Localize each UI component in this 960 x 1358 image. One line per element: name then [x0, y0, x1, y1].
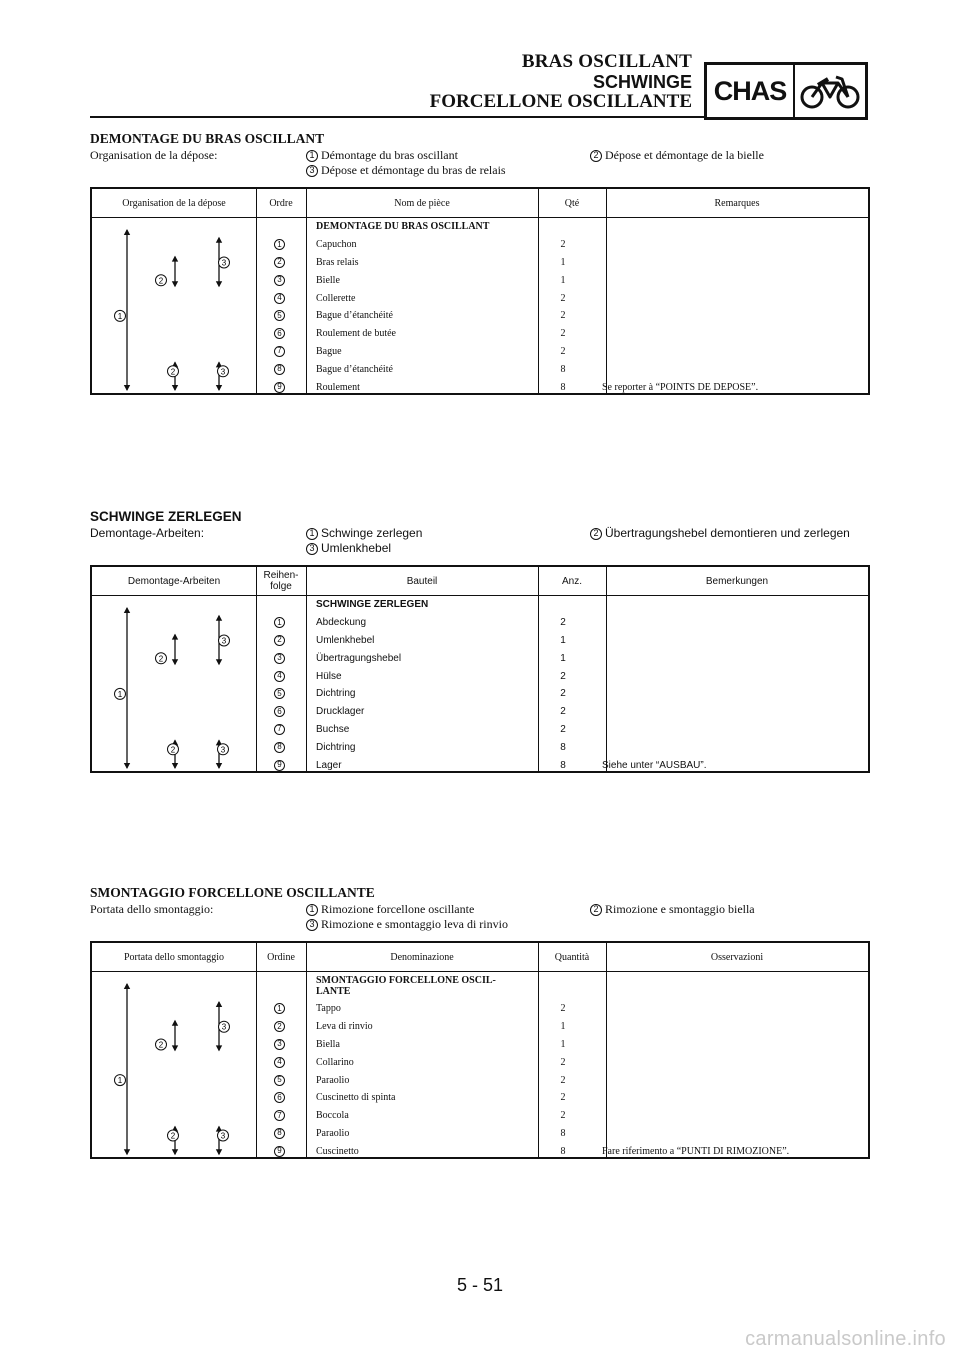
step-number-icon: 6: [274, 706, 285, 717]
watermark: carmanualsonline.info: [745, 1328, 946, 1350]
order-cell: [256, 236, 306, 254]
order-cell: [256, 1142, 306, 1160]
overview-label: Portata dello smontaggio:: [90, 902, 214, 916]
quantity-cell: 2: [560, 688, 566, 700]
section-overview: [90, 526, 870, 558]
table-header-cell: Portata dello smontaggio: [124, 951, 224, 963]
svg-text:2: 2: [170, 1131, 176, 1141]
disassembly-table: [90, 565, 870, 773]
group-title: DEMONTAGE DU BRAS OSCILLANT: [316, 221, 490, 233]
quantity-cell: 2: [560, 1003, 566, 1015]
table-header-cell: Qté: [564, 197, 580, 209]
overview-step-2: 2 Übertragungshebel demontieren und zerlegen: [590, 526, 850, 541]
disassembly-table: [90, 941, 870, 1159]
section-overview: [90, 902, 870, 934]
step-number-icon: 5: [274, 1075, 285, 1086]
step-number-icon: 8: [274, 1128, 285, 1139]
flow-arrow-step-2: [172, 1020, 178, 1052]
quantity-cell: 1: [560, 634, 566, 646]
step-number-icon: 4: [274, 671, 285, 682]
part-name-cell: Collarino: [316, 1056, 354, 1068]
step-number-icon: [156, 653, 167, 664]
order-cell: [256, 703, 306, 721]
order-cell: [256, 1125, 306, 1143]
order-cell: [256, 325, 306, 343]
header-titles: [430, 52, 692, 112]
section-title: DEMONTAGE DU BRAS OSCILLANT: [90, 131, 325, 146]
disassembly-table: [90, 187, 870, 395]
order-cell: [256, 649, 306, 667]
order-cell: [256, 307, 306, 325]
overview-step-2: 2 Rimozione e smontaggio biella: [590, 902, 755, 917]
step-number-icon: 5: [274, 688, 285, 699]
order-cell: [256, 289, 306, 307]
part-name-cell: Roulement de butée: [316, 328, 396, 340]
step-number-icon: [168, 1130, 179, 1141]
step-number-icon: 2: [274, 635, 285, 646]
step-number-icon: 3: [306, 919, 318, 931]
svg-text:1: 1: [117, 689, 123, 699]
step-number-icon: [217, 1130, 228, 1141]
quantity-cell: 8: [560, 759, 566, 771]
step-number-icon: [156, 275, 167, 286]
quantity-cell: 2: [560, 617, 566, 629]
svg-text:3: 3: [221, 1022, 227, 1032]
quantity-cell: 2: [560, 239, 566, 251]
order-cell: [256, 254, 306, 272]
flow-arrow-step-1: [124, 607, 130, 769]
step-number-icon: 2: [590, 904, 602, 916]
disassembly-flow-diagram: [92, 189, 256, 397]
step-number-icon: [115, 310, 126, 321]
svg-text:2: 2: [158, 654, 164, 664]
quantity-cell: 2: [560, 345, 566, 357]
flow-arrow-step-1: [124, 983, 130, 1155]
overview-step-2: 2 Dépose et démontage de la bielle: [590, 148, 764, 163]
quantity-cell: 2: [560, 328, 566, 340]
svg-text:1: 1: [117, 1076, 123, 1086]
table-header-cell: Anz.: [561, 575, 582, 587]
order-cell: [256, 632, 306, 650]
svg-text:2: 2: [170, 367, 176, 377]
header-rule: [90, 116, 704, 118]
part-name-cell: Bras relais: [316, 256, 359, 268]
part-name-cell: Umlenkhebel: [316, 634, 375, 646]
step-number-icon: 2: [274, 1021, 285, 1032]
remarks-cell: Siehe unter “AUSBAU”.: [602, 759, 707, 771]
svg-text:3: 3: [221, 258, 227, 268]
quantity-cell: 1: [560, 1038, 566, 1050]
step-number-icon: 2: [590, 528, 602, 540]
section-de: [90, 509, 870, 771]
group-title: SMONTAGGIO FORCELLONE OSCIL- LANTE: [316, 975, 496, 997]
disassembly-flow-diagram: [92, 567, 256, 775]
overview-step-1: 1 Rimozione forcellone oscillante: [306, 902, 474, 917]
step-number-icon: 1: [274, 1003, 285, 1014]
part-name-cell: Lager: [316, 759, 342, 771]
quantity-cell: 8: [560, 1127, 566, 1139]
section-it: [90, 885, 870, 1157]
step-number-icon: [168, 366, 179, 377]
part-name-cell: Abdeckung: [316, 617, 367, 629]
section-overview: [90, 148, 870, 180]
header-title-it: FORCELLONE OSCILLANTE: [429, 91, 692, 112]
quantity-cell: 2: [560, 706, 566, 718]
order-cell: [256, 1036, 306, 1054]
step-number-icon: [115, 688, 126, 699]
step-number-icon: 2: [274, 257, 285, 268]
svg-text:2: 2: [170, 745, 176, 755]
step-number-icon: [115, 1075, 126, 1086]
part-name-cell: Dichtring: [316, 741, 356, 753]
step-number-icon: 4: [274, 1057, 285, 1068]
order-cell: [256, 360, 306, 378]
motorcycle-icon: [795, 65, 865, 117]
table-header-cell: Ordre: [269, 197, 293, 209]
quantity-cell: 2: [560, 670, 566, 682]
step-number-icon: 9: [274, 382, 285, 393]
part-name-cell: Capuchon: [316, 239, 357, 251]
overview-step-3: 3 Rimozione e smontaggio leva di rinvio: [306, 917, 508, 932]
svg-text:3: 3: [221, 636, 227, 646]
table-header-cell: Denominazione: [390, 951, 454, 963]
step-number-icon: 3: [306, 165, 318, 177]
step-number-icon: 3: [306, 543, 318, 555]
flow-arrow-step-2: [172, 256, 178, 288]
quantity-cell: 2: [560, 310, 566, 322]
part-name-cell: Tappo: [316, 1003, 341, 1015]
quantity-cell: 8: [560, 1145, 566, 1157]
table-header-cell: Nom de pièce: [394, 197, 450, 209]
step-number-icon: [219, 257, 230, 268]
svg-text:3: 3: [220, 745, 226, 755]
overview-step-3: 3 Dépose et démontage du bras de relais: [306, 163, 506, 178]
order-cell: [256, 343, 306, 361]
quantity-cell: 2: [560, 1074, 566, 1086]
group-title: SCHWINGE ZERLEGEN: [316, 599, 429, 611]
part-name-cell: Paraolio: [316, 1074, 350, 1086]
quantity-cell: 2: [560, 1110, 566, 1122]
order-cell: [256, 378, 306, 396]
part-name-cell: Drucklager: [316, 706, 365, 718]
order-cell: [256, 1107, 306, 1125]
table-header-cell: Osservazioni: [710, 951, 764, 963]
section-title: SMONTAGGIO FORCELLONE OSCILLANTE: [90, 885, 375, 900]
chapter-badge: [704, 62, 868, 120]
remarks-cell: Fare riferimento a “PUNTI DI RIMOZIONE”.: [602, 1145, 790, 1157]
step-number-icon: 1: [274, 617, 285, 628]
quantity-cell: 8: [560, 741, 566, 753]
order-cell: [256, 271, 306, 289]
step-number-icon: 7: [274, 1110, 285, 1121]
step-number-icon: 1: [274, 239, 285, 250]
header-title-fr: BRAS OSCILLANT: [521, 51, 692, 72]
svg-text:2: 2: [158, 1040, 164, 1050]
quantity-cell: 1: [560, 1021, 566, 1033]
table-header-cell: Bemerkungen: [705, 575, 769, 587]
step-number-icon: [156, 1039, 167, 1050]
step-number-icon: 8: [274, 364, 285, 375]
flow-arrow-step-1: [124, 229, 130, 391]
order-cell: [256, 756, 306, 774]
quantity-cell: 1: [560, 274, 566, 286]
overview-label: Organisation de la dépose:: [90, 148, 218, 162]
quantity-cell: 2: [560, 292, 566, 304]
step-number-icon: 1: [306, 528, 318, 540]
quantity-cell: 1: [560, 652, 566, 664]
step-number-icon: 5: [274, 310, 285, 321]
step-number-icon: [218, 1021, 229, 1032]
step-number-icon: [219, 635, 230, 646]
step-number-icon: 3: [274, 275, 285, 286]
step-number-icon: 8: [274, 742, 285, 753]
header-title-de: SCHWINGE: [593, 72, 692, 92]
part-name-cell: Boccola: [316, 1110, 349, 1122]
part-name-cell: Leva di rinvio: [316, 1021, 373, 1033]
part-name-cell: Bague d’étanchéité: [316, 363, 393, 375]
table-header-cell: Reihen- folge: [263, 570, 299, 592]
quantity-cell: 8: [560, 381, 566, 393]
quantity-cell: 8: [560, 363, 566, 375]
step-number-icon: 9: [274, 760, 285, 771]
section-title: SCHWINGE ZERLEGEN: [90, 509, 242, 524]
overview-step-1: 1 Démontage du bras oscillant: [306, 148, 458, 163]
order-cell: [256, 1089, 306, 1107]
order-cell: [256, 1071, 306, 1089]
page-number: 5 - 51: [456, 1275, 504, 1295]
table-header-cell: Demontage-Arbeiten: [127, 575, 221, 587]
part-name-cell: Paraolio: [316, 1127, 350, 1139]
part-name-cell: Dichtring: [316, 688, 356, 700]
overview-step-3: 3 Umlenkhebel: [306, 541, 391, 556]
order-cell: [256, 685, 306, 703]
table-header-cell: Bauteil: [406, 575, 438, 587]
quantity-cell: 2: [560, 1092, 566, 1104]
part-name-cell: Bielle: [316, 274, 340, 286]
flow-arrow-step-2: [172, 634, 178, 666]
step-number-icon: 6: [274, 1092, 285, 1103]
disassembly-flow-diagram: [92, 943, 256, 1161]
table-header-cell: Quantità: [554, 951, 590, 963]
part-name-cell: Bague: [316, 345, 342, 357]
order-cell: [256, 667, 306, 685]
table-header-cell: Ordine: [267, 951, 295, 963]
part-name-cell: Biella: [316, 1038, 340, 1050]
remarks-cell: Se reporter à “POINTS DE DEPOSE”.: [602, 381, 759, 393]
quantity-cell: 1: [560, 256, 566, 268]
part-name-cell: Übertragungshebel: [316, 652, 402, 664]
svg-text:3: 3: [220, 1131, 226, 1141]
overview-step-1: 1 Schwinge zerlegen: [306, 526, 422, 541]
step-number-icon: [168, 744, 179, 755]
order-cell: [256, 1018, 306, 1036]
step-number-icon: 1: [306, 904, 318, 916]
order-cell: [256, 614, 306, 632]
step-number-icon: 3: [274, 653, 285, 664]
svg-text:3: 3: [220, 367, 226, 377]
step-number-icon: 6: [274, 328, 285, 339]
order-cell: [256, 1053, 306, 1071]
part-name-cell: Buchse: [316, 723, 350, 735]
step-number-icon: [218, 744, 229, 755]
step-number-icon: 9: [274, 1146, 285, 1157]
svg-text:2: 2: [158, 276, 164, 286]
svg-text:1: 1: [117, 311, 123, 321]
step-number-icon: 4: [274, 293, 285, 304]
part-name-cell: Collerette: [316, 292, 356, 304]
part-name-cell: Roulement: [316, 381, 360, 393]
step-number-icon: [218, 366, 229, 377]
step-number-icon: 7: [274, 346, 285, 357]
chapter-badge-label: CHAS: [707, 65, 795, 117]
step-number-icon: 3: [274, 1039, 285, 1050]
quantity-cell: 2: [560, 723, 566, 735]
step-number-icon: 2: [590, 150, 602, 162]
quantity-cell: 2: [560, 1056, 566, 1068]
order-cell: [256, 738, 306, 756]
step-number-icon: 1: [306, 150, 318, 162]
overview-label: Demontage-Arbeiten:: [90, 526, 205, 540]
table-header-cell: Remarques: [714, 197, 760, 209]
table-header-cell: Organisation de la dépose: [122, 197, 226, 209]
part-name-cell: Bague d’étanchéité: [316, 310, 393, 322]
step-number-icon: 7: [274, 724, 285, 735]
part-name-cell: Hülse: [316, 670, 342, 682]
part-name-cell: Cuscinetto di spinta: [316, 1092, 396, 1104]
section-fr: [90, 131, 870, 393]
order-cell: [256, 1000, 306, 1018]
order-cell: [256, 721, 306, 739]
part-name-cell: Cuscinetto: [316, 1145, 359, 1157]
